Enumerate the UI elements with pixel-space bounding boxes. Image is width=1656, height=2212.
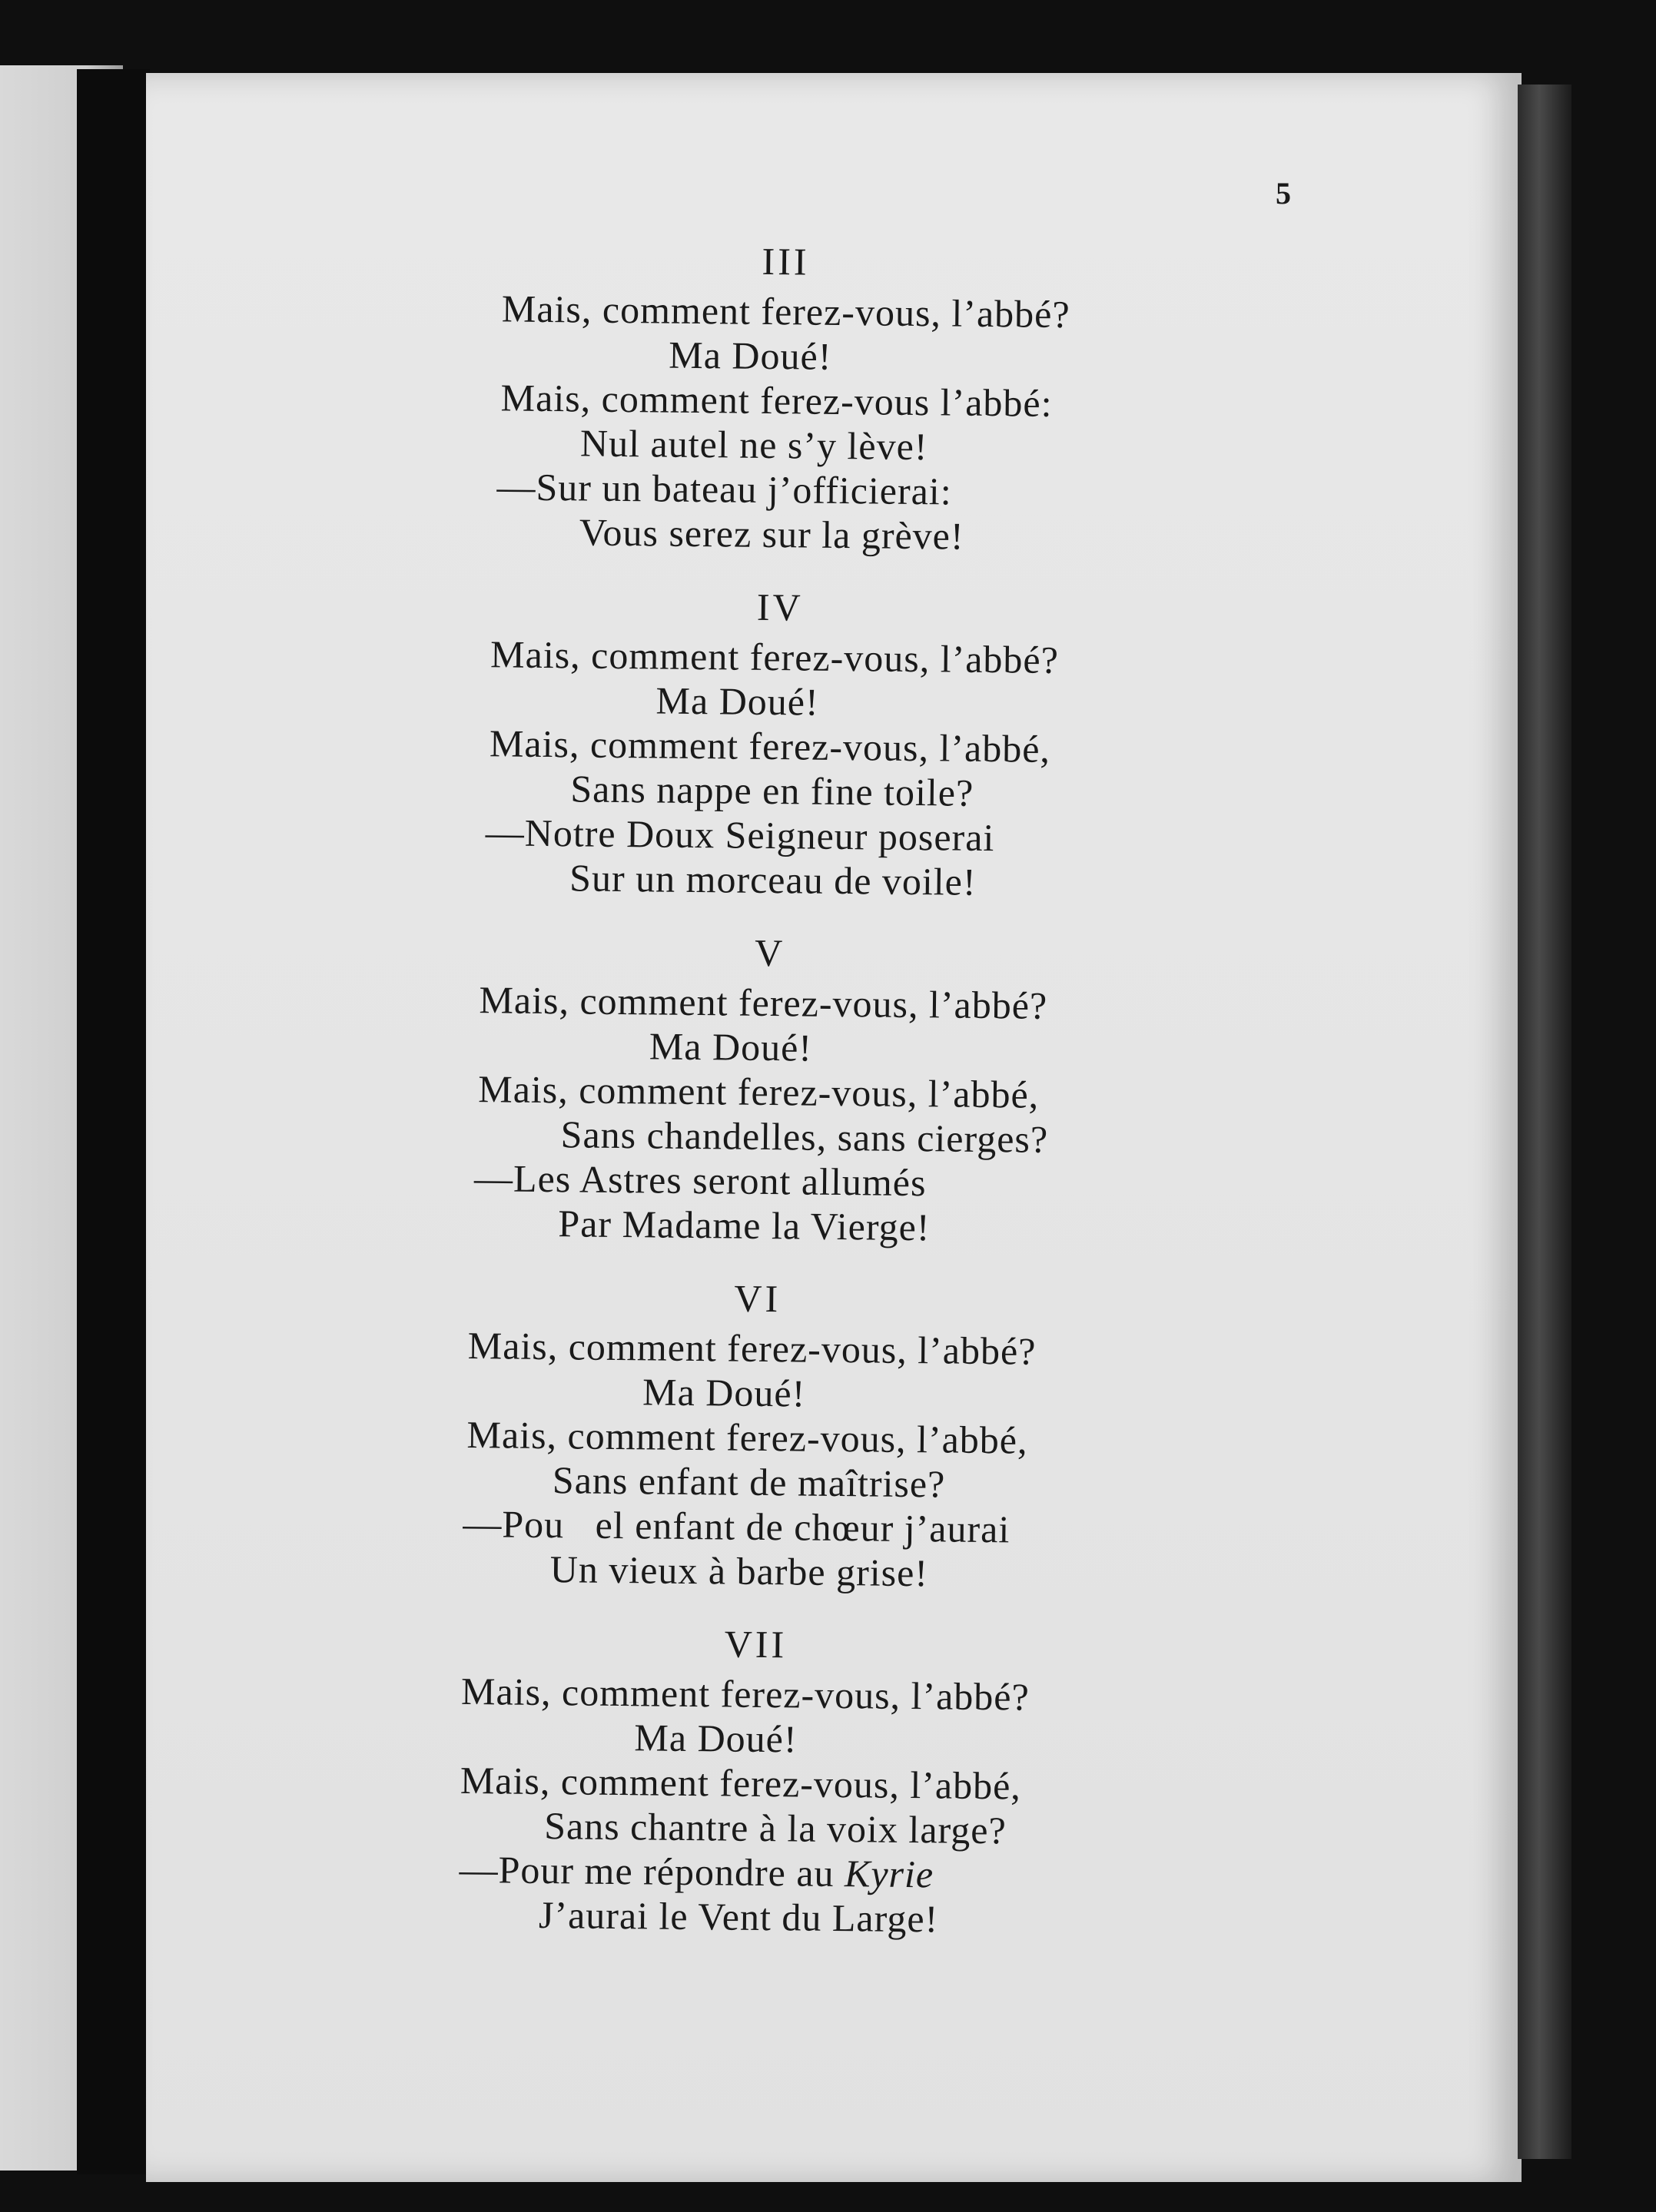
stanza-vii: [459, 1613, 1230, 1944]
poem-line: Ma Doué!: [655, 678, 820, 724]
stanza-vi: [462, 1268, 1233, 1598]
poem-line: Mais, comment ferez-vous, l’abbé?: [501, 287, 1070, 337]
stanza-numeral: III: [762, 239, 810, 284]
poem-line: Ma Doué!: [634, 1716, 798, 1761]
poem-line: Mais, comment ferez-vous, l’abbé,: [466, 1412, 1028, 1462]
poem-line: Mais, comment ferez-vous, l’abbé?: [460, 1669, 1030, 1719]
poem-line: Mais, comment ferez-vous, l’abbé,: [460, 1758, 1022, 1808]
poem-line: Par Madame la Vierge!: [558, 1202, 931, 1249]
poem-line: Un vieux à barbe grise!: [549, 1547, 929, 1595]
poem-line: —Pou el enfant de chœur j’aurai: [463, 1501, 1011, 1551]
poem-line: Mais, comment ferez-vous l’abbé:: [500, 376, 1053, 425]
poem-line: Mais, comment ferez-vous, l’abbé?: [489, 632, 1060, 682]
stanza-iv: [470, 576, 1241, 907]
poem-line: J’aurai le Vent du Large!: [538, 1892, 939, 1941]
poem-line: Vous serez sur la grève!: [579, 510, 964, 558]
stanza-v: [466, 922, 1237, 1252]
poem-line: Mais, comment ferez-vous, l’abbé,: [489, 721, 1051, 771]
stanza-numeral: VI: [734, 1276, 782, 1321]
poem-line: Ma Doué!: [669, 333, 832, 378]
poem-line: Sans chandelles, sans cierges?: [560, 1113, 1049, 1161]
stanza-numeral: V: [754, 930, 786, 975]
poem-line: Mais, comment ferez-vous, l’abbé?: [479, 978, 1048, 1027]
poem-line-kyrie: [459, 1847, 1228, 1899]
poem-line: Ma Doué!: [642, 1370, 806, 1415]
poem-line: —Sur un bateau j’officierai:: [496, 465, 952, 513]
poem-line: Mais, comment ferez-vous, l’abbé,: [478, 1067, 1040, 1116]
poem-line: Nul autel ne s’y lève!: [579, 421, 928, 469]
stanza-iii: [473, 230, 1245, 561]
poem-line: Sur un morceau de voile!: [569, 856, 977, 904]
poem: [459, 230, 1245, 1944]
poem-line: —Notre Doux Seigneur poserai: [485, 811, 995, 860]
stanza-numeral: IV: [756, 585, 804, 629]
poem-line-text: —Pour me répondre au: [459, 1847, 845, 1895]
kyrie-word: Kyrie: [844, 1852, 934, 1896]
poem-line: Ma Doué!: [649, 1024, 813, 1070]
poem-line: Mais, comment ferez-vous, l’abbé?: [467, 1323, 1037, 1373]
stanza-numeral: VII: [724, 1622, 788, 1666]
poem-line: —Les Astres seront allumés: [473, 1156, 927, 1205]
poem-line: Sans enfant de maîtrise?: [552, 1458, 946, 1506]
poem-line: Sans nappe en fine toile?: [570, 767, 974, 814]
book-gutter: [77, 69, 150, 2174]
page-block-edge: [1518, 85, 1571, 2159]
page-number: 5: [1276, 176, 1293, 211]
poem-line: Sans chantre à la voix large?: [543, 1804, 1007, 1852]
